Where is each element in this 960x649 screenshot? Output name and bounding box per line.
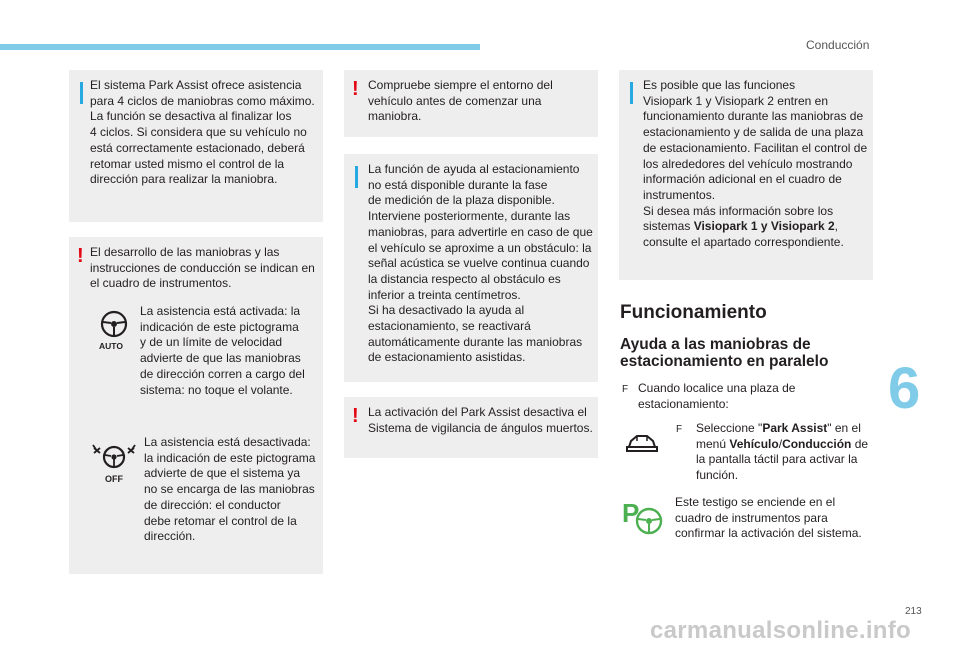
step-1-text: Cuando localice una plaza de estacionamiento: — [638, 381, 796, 411]
info-text: El sistema Park Assist ofrece asistencia para 4 ciclos de maniobras como máximo. La función se desactiva al finalizar los 4 ciclos. Si considera que su vehículo no está correctamente estacionado, deberá retomar usted mismo el control de la dirección para realizar la maniobra. — [90, 78, 315, 187]
info-icon — [630, 82, 633, 104]
info-text: La función de ayuda al estacionamiento no está disponible durante la fase de medición de la plaza disponible. Interviene posteriormente, durante las maniobras, para advertirle en caso de que el vehículo se aproxime a un obstáculo: la señal acústica se vuelve continua cuando la distancia respecto al obstáculo es inferior a treinta centímetros. Si ha desactivado la ayuda al estacionamiento, se reactivará automáticamente durante las maniobras de estacionamiento asistidas. — [368, 162, 593, 365]
watermark: carmanualsonline.info — [650, 617, 912, 644]
info-box-col1 — [69, 70, 323, 222]
warning-box-col1 — [69, 237, 323, 574]
off-text: La asistencia está desactivada: la indicación de este pictograma advierte de que el sistema ya no se encarga de las maniobras de dirección: el conductor debe retomar el control de la dirección. — [144, 435, 316, 544]
parking-car-icon — [625, 433, 659, 455]
chapter-number: 6 — [888, 356, 921, 421]
testigo-letter: P — [622, 498, 640, 528]
section-heading: Funcionamiento — [620, 302, 767, 323]
steering-wheel-off-icon — [91, 443, 137, 475]
section-title: Conducción — [806, 38, 870, 52]
info-box-col3 — [619, 70, 873, 280]
bullet-marker: F — [676, 424, 683, 435]
info-box-col2 — [344, 154, 598, 382]
step-2-text: Seleccione "Park Assist" en el menú Vehículo/Conducción de la pantalla táctil para activar la función. — [696, 421, 869, 483]
warning-box-col2-top — [344, 70, 598, 137]
bullet-marker: F — [622, 384, 629, 395]
warning-icon: ! — [77, 245, 84, 267]
auto-text: La asistencia está activada: la indicación de este pictograma y de un límite de velocidad advierte de que las maniobras de dirección corren a cargo del sistema: no toque el volante. — [140, 304, 305, 397]
warning-icon: ! — [352, 405, 359, 427]
warning-box-col2-bottom — [344, 397, 598, 458]
info-icon — [355, 166, 358, 188]
warning-text: Compruebe siempre el entorno del vehículo antes de comenzar una maniobra. — [368, 78, 553, 124]
off-icon-label: OFF — [105, 474, 123, 484]
info-text: Es posible que las funciones Visiopark 1 y Visiopark 2 entren en funcionamiento durante las maniobras de estacionamiento y de salida de una plaza de estacionamiento. Facilitan el control de los alrededores del vehículo mostrando información adicional en el cuadro de instrumentos. Si desea más información sobre los sistemas Visiopark 1 y Visiopark 2, consulte el apartado correspondiente. — [643, 78, 868, 250]
auto-icon-label: AUTO — [99, 341, 123, 351]
warning-text: La activación del Park Assist desactiva el Sistema de vigilancia de ángulos muertos. — [368, 405, 593, 435]
header-accent-bar — [0, 44, 480, 50]
warning-text: El desarrollo de las maniobras y las instrucciones de conducción se indican en el cuadro de instrumentos. — [90, 245, 315, 291]
testigo-text: Este testigo se enciende en el cuadro de instrumentos para confirmar la activación del sistema. — [675, 495, 862, 541]
warning-icon: ! — [352, 78, 359, 100]
subsection-heading: Ayuda a las maniobras de estacionamiento en paralelo — [620, 336, 829, 370]
page-number: 213 — [905, 606, 922, 617]
info-icon — [80, 82, 83, 104]
